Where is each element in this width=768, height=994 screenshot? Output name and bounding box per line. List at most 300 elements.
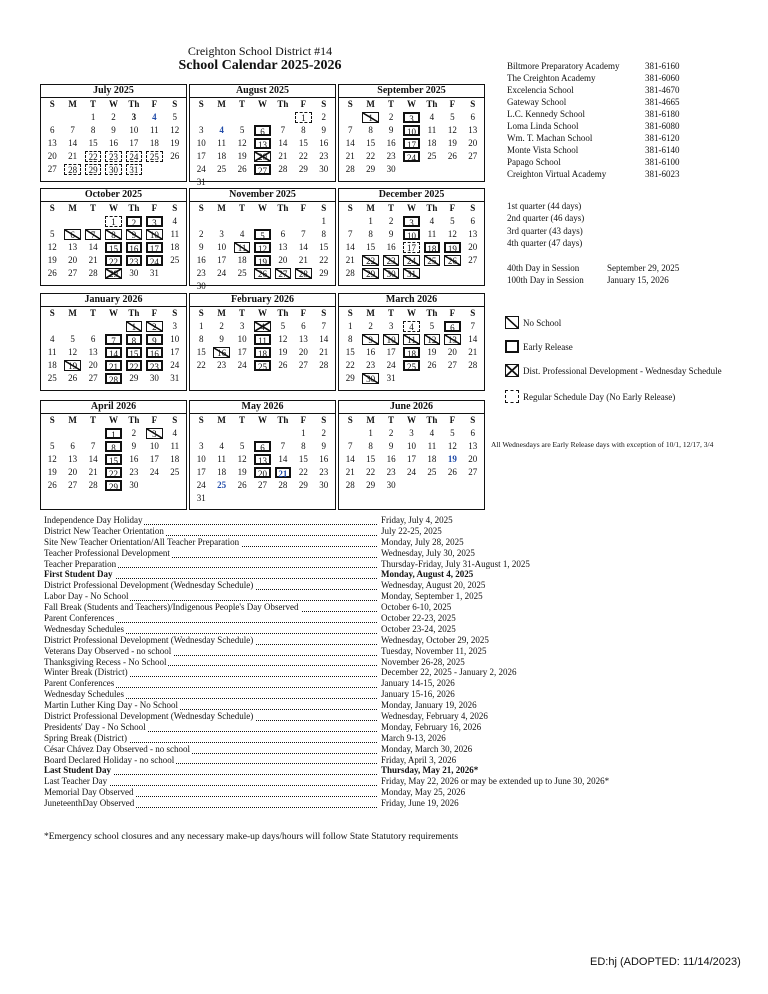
day-cell: 8 (347, 334, 353, 344)
day-cell: 22 (366, 467, 376, 477)
empty-day (64, 112, 80, 123)
weekday-label: S (321, 308, 327, 318)
day-cell: 7 (90, 441, 96, 451)
day-cell: 10 (237, 334, 247, 344)
school-name: Gateway School (507, 97, 567, 107)
day-cell: 14 (468, 334, 478, 344)
day-cell: 29 (298, 480, 308, 490)
weekday-label: W (108, 415, 118, 425)
day-cell: 9 (198, 242, 204, 252)
weekday-label: W (108, 99, 118, 109)
weekday-label: S (321, 415, 327, 425)
month-title: July 2025 (41, 85, 186, 98)
day-cell: 25 (403, 360, 419, 371)
day-cell: 17 (386, 347, 396, 357)
day-cell: 8 (301, 125, 306, 135)
day-cell: 3 (198, 441, 204, 451)
day-cell: 14 (298, 242, 308, 252)
day-cell: 9 (388, 125, 394, 135)
day-cell: 5 (450, 428, 455, 438)
day-cell: 21 (88, 255, 98, 265)
weekday-label: F (151, 203, 158, 213)
weekday-label: W (257, 308, 267, 318)
month-calendar (338, 293, 485, 391)
day-cell: 30 (149, 373, 159, 383)
day-cell: 16 (386, 454, 396, 464)
weekday-label: Th (277, 415, 289, 425)
month-title: August 2025 (190, 85, 335, 98)
day-cell: 25 (217, 480, 227, 490)
day-cell: 24 (170, 360, 180, 370)
day-cell: 3 (172, 321, 178, 331)
day-cell: 18 (237, 255, 247, 265)
event-date: Monday, July 28, 2025 (381, 536, 464, 547)
event-date: Wednesday, February 4, 2026 (381, 711, 488, 722)
empty-day (275, 428, 291, 439)
day-cell: 2 (111, 112, 116, 122)
day-cell: 27 (257, 480, 267, 490)
day-cell: 15 (105, 242, 121, 253)
day-cell: 24 (196, 480, 206, 490)
day-cell: 29 (105, 480, 121, 491)
day-cell: 10 (170, 334, 180, 344)
event-label (44, 537, 381, 548)
school-phone: 381-6180 (645, 109, 680, 119)
day-cell: 16 (386, 242, 396, 252)
day-cell: 2 (219, 321, 224, 331)
event-row (44, 602, 664, 613)
day-cell: 6 (90, 334, 96, 344)
day-cell: 3 (131, 112, 137, 122)
event-label-text: Winter Break (District) (44, 667, 128, 678)
day-cell: 18 (217, 467, 227, 477)
empty-day (44, 428, 60, 439)
day-cell: 11 (217, 138, 226, 148)
district-name: Creighton School District #14 (187, 44, 333, 58)
event-label-text: JuneteenthDay Observed (44, 798, 135, 809)
event-label-text: Fall Break (Students and Teachers)/Indigenous People's Day Observed (44, 602, 299, 613)
day-cell: 29 (345, 373, 355, 383)
month-days (339, 98, 484, 176)
weekday-label: T (239, 99, 246, 109)
event-row (44, 755, 664, 766)
event-date: October 6-10, 2025 (381, 602, 452, 613)
day-cell: 9 (131, 441, 137, 451)
day-cell: 16 (319, 138, 329, 148)
day-cell: 11 (170, 229, 180, 239)
day-cell: 23 (366, 360, 376, 370)
day-cell: 19 (447, 138, 457, 148)
day-cell: 29 (85, 164, 101, 175)
day-cell: 20 (68, 467, 78, 477)
day-cell: 6 (254, 441, 270, 452)
event-date: Wednesday, October 29, 2025 (381, 634, 489, 645)
day-cell: 17 (406, 454, 416, 464)
day-cell: 31 (196, 493, 206, 503)
month-title: November 2025 (190, 189, 335, 202)
day-cell: 26 (47, 268, 57, 278)
day-cell: 4 (172, 428, 178, 438)
event-label-text: Memorial Day Observed (44, 787, 134, 798)
day-cell: 6 (49, 125, 55, 135)
day-cell: 12 (447, 229, 457, 239)
day-cell: 11 (254, 334, 270, 345)
weekday-label: M (366, 99, 375, 109)
empty-day (234, 216, 250, 227)
day-cell: 12 (68, 347, 78, 357)
weekday-label: T (90, 99, 97, 109)
weekday-label: M (217, 308, 226, 318)
day-cell: 21 (345, 467, 355, 477)
day-cell: 15 (105, 454, 121, 465)
day-cell: 4 (239, 229, 245, 239)
event-date: December 22, 2025 - January 2, 2026 (381, 667, 517, 678)
event-label (44, 798, 381, 809)
day-cell: 15 (366, 242, 376, 252)
event-label (44, 667, 381, 678)
event-label (44, 755, 381, 766)
event-label (44, 646, 381, 657)
day-cell: 18 (170, 242, 180, 252)
day-cell: 20 (278, 255, 288, 265)
month-days (190, 202, 335, 293)
day-cell: 2 (388, 216, 394, 226)
day-cell: 2 (368, 321, 373, 331)
day-cell: 18 (47, 360, 57, 370)
calendar-title: School Calendar 2025-2026 (178, 58, 342, 73)
day-cell: 14 (278, 138, 288, 148)
day-cell: 6 (470, 112, 476, 122)
day-cell: 7 (301, 229, 306, 239)
event-label-text: Site New Teacher Orientation/All Teacher Preparation (44, 536, 240, 547)
day-cell: 27 (468, 151, 478, 161)
day-cell: 28 (88, 480, 98, 490)
day-cell: 9 (146, 334, 162, 345)
event-row (44, 613, 664, 624)
event-label-text: First Student Day (44, 569, 113, 580)
weekday-label: Th (128, 99, 140, 109)
event-label (44, 569, 381, 580)
day-cell: 31 (170, 373, 180, 383)
day-cell: 5 (280, 321, 286, 331)
event-row (44, 798, 664, 809)
legend-label: Regular Schedule Day (No Early Release) (523, 391, 676, 402)
weekday-label: S (470, 99, 476, 109)
day-cell: 19 (64, 360, 80, 371)
month-days (190, 414, 335, 505)
day-cell: 24 (149, 467, 159, 477)
day-cell: 29 (129, 373, 139, 383)
session-day-date: September 29, 2025 (607, 263, 680, 273)
day-cell: 22 (196, 360, 206, 370)
day-cell: 30 (319, 480, 329, 490)
day-cell: 13 (278, 242, 288, 252)
day-cell: 13 (468, 441, 478, 451)
day-cell: 5 (70, 334, 75, 344)
day-cell: 15 (196, 347, 206, 357)
month-calendar (189, 293, 336, 391)
day-cell: 25 (217, 164, 227, 174)
event-label (44, 700, 381, 711)
month-calendar (338, 84, 485, 182)
weekday-label: F (151, 99, 158, 109)
event-label-text: District New Teacher Orientation (44, 525, 164, 536)
event-label (44, 580, 381, 591)
day-cell: 10 (403, 229, 419, 240)
school-phone: 381-6060 (645, 73, 680, 83)
empty-day (213, 216, 229, 227)
event-row (44, 591, 664, 602)
day-cell: 23 (319, 151, 329, 161)
day-cell: 12 (424, 334, 440, 345)
event-date: January 14-15, 2026 (381, 678, 455, 689)
day-cell: 7 (70, 125, 75, 135)
day-cell: 2 (388, 112, 394, 122)
weekday-label: Th (277, 308, 289, 318)
day-cell: 22 (105, 255, 121, 266)
empty-day (234, 112, 250, 123)
day-cell: 7 (85, 229, 101, 240)
day-cell: 6 (70, 441, 75, 451)
event-label-text: Veterans Day Observed - no school (44, 645, 172, 656)
day-cell: 25 (427, 467, 437, 477)
school-phone: 381-6080 (645, 121, 680, 131)
weekday-label: M (366, 203, 375, 213)
weekday-label: S (49, 415, 55, 425)
day-cell: 30 (196, 281, 206, 291)
day-cell: 20 (468, 454, 478, 464)
day-cell: 2 (146, 321, 162, 332)
school-directory (507, 60, 737, 180)
footnote: *Emergency school closures and any necessary make-up days/hours will follow State Statutory requirements (44, 832, 459, 842)
weekday-label: F (449, 415, 456, 425)
day-cell: 14 (345, 138, 355, 148)
event-row (44, 559, 664, 570)
day-cell: 22 (366, 151, 376, 161)
day-cell: 7 (347, 125, 353, 135)
day-cell: 20 (47, 151, 57, 161)
day-cell: 6 (470, 428, 476, 438)
day-cell: 1 (321, 216, 327, 226)
weekday-label: T (239, 203, 246, 213)
day-cell: 11 (427, 125, 437, 135)
school-row (507, 132, 737, 144)
day-cell: 9 (219, 334, 224, 344)
day-cell: 28 (64, 164, 80, 175)
day-cell: 23 (196, 268, 206, 278)
day-cell: 19 (278, 347, 288, 357)
event-label-text: Wednesday Schedules (44, 689, 125, 700)
day-cell: 22 (298, 151, 308, 161)
day-cell: 30 (386, 480, 396, 490)
weekday-label: W (406, 308, 416, 318)
weekday-label: W (257, 203, 267, 213)
day-cell: 3 (219, 229, 224, 239)
event-date: March 9-13, 2026 (381, 732, 446, 743)
day-cell: 19 (447, 454, 457, 464)
event-date: Friday, July 4, 2025 (381, 515, 453, 525)
day-cell: 14 (345, 454, 355, 464)
day-cell: 10 (196, 138, 206, 148)
quarter-item: 2nd quarter (46 days) (507, 213, 585, 224)
day-cell: 5 (172, 112, 178, 122)
day-cell: 16 (129, 454, 139, 464)
day-cell: 23 (386, 151, 396, 161)
empty-day (44, 321, 60, 332)
month-days (41, 414, 186, 492)
day-cell: 9 (321, 441, 327, 451)
event-row (44, 678, 664, 689)
day-cell: 18 (254, 347, 270, 358)
day-cell: 26 (47, 480, 57, 490)
day-cell: 26 (447, 151, 457, 161)
weekday-label: S (198, 415, 204, 425)
day-cell: 6 (280, 229, 286, 239)
event-label-text: Teacher Preparation (44, 558, 117, 569)
school-row (507, 108, 737, 120)
day-cell: 28 (278, 480, 288, 490)
school-name: The Creighton Academy (507, 73, 596, 83)
day-cell: 28 (319, 360, 329, 370)
day-cell: 24 (126, 151, 142, 162)
school-name: Papago School (507, 157, 561, 167)
event-label-text: Wednesday Schedules (44, 623, 125, 634)
month-title: December 2025 (339, 189, 484, 202)
day-cell: 25 (427, 151, 437, 161)
day-cell: 17 (403, 138, 419, 149)
day-cell: 29 (362, 268, 378, 279)
session-day-label: 100th Day in Session (507, 275, 584, 286)
day-cell: 29 (319, 268, 329, 278)
day-cell: 13 (68, 242, 78, 252)
school-row (507, 120, 737, 132)
school-row (507, 72, 737, 84)
day-cell: 25 (254, 360, 270, 371)
school-phone: 381-4670 (645, 85, 680, 95)
day-cell: 8 (90, 125, 96, 135)
day-cell: 2 (321, 428, 327, 438)
day-cell: 23 (319, 467, 329, 477)
month-title: May 2026 (190, 401, 335, 414)
day-cell: 25 (170, 255, 180, 265)
weekday-label: M (68, 415, 77, 425)
empty-day (342, 216, 358, 227)
weekday-label: T (388, 203, 395, 213)
legend-swatch-icon (505, 316, 519, 329)
day-cell: 3 (403, 216, 419, 227)
day-cell: 31 (386, 373, 396, 383)
day-cell: 24 (146, 255, 162, 266)
day-cell: 7 (347, 229, 353, 239)
weekday-label: Th (426, 415, 438, 425)
event-date: Friday, April 3, 2026 (381, 754, 457, 765)
day-cell: 11 (47, 347, 57, 357)
school-row (507, 60, 737, 72)
day-cell: 30 (129, 480, 139, 490)
weekday-label: S (470, 308, 476, 318)
day-cell: 17 (149, 454, 159, 464)
day-cell: 12 (447, 441, 457, 451)
event-row (44, 722, 664, 733)
event-date: November 26-28, 2025 (381, 656, 465, 667)
day-cell: 13 (468, 125, 478, 135)
day-cell: 6 (254, 125, 270, 136)
day-cell: 11 (150, 125, 159, 135)
event-date: July 22-25, 2025 (381, 525, 442, 536)
day-cell: 3 (403, 112, 419, 123)
weekday-label: Th (426, 308, 438, 318)
event-list (44, 515, 664, 809)
day-cell: 5 (239, 441, 245, 451)
event-label (44, 787, 381, 798)
day-cell: 12 (237, 454, 247, 464)
school-row (507, 84, 737, 96)
day-cell: 3 (146, 216, 162, 227)
event-row (44, 744, 664, 755)
day-cell: 20 (298, 347, 308, 357)
day-cell: 17 (403, 242, 419, 253)
day-cell: 14 (345, 242, 355, 252)
empty-day (342, 112, 358, 123)
empty-day (342, 428, 358, 439)
day-cell: 24 (403, 255, 419, 266)
day-cell: 16 (146, 347, 162, 358)
day-cell: 27 (447, 360, 457, 370)
event-label (44, 689, 381, 700)
weekday-label: S (198, 99, 204, 109)
legend-item (505, 364, 722, 377)
day-cell: 18 (424, 242, 440, 253)
weekday-label: S (347, 99, 353, 109)
day-cell: 18 (217, 151, 227, 161)
month-days (190, 98, 335, 189)
day-cell: 1 (126, 321, 142, 332)
day-cell: 20 (468, 138, 478, 148)
school-row (507, 156, 737, 168)
day-cell: 9 (126, 229, 142, 240)
weekday-label: W (406, 99, 416, 109)
day-cell: 2 (388, 428, 394, 438)
weekday-label: T (388, 415, 395, 425)
empty-day (64, 216, 80, 227)
event-date: October 23-24, 2025 (381, 623, 456, 634)
event-date: Friday, May 22, 2026 or may be extended up to June 30, 2026* (381, 776, 610, 787)
day-cell: 22 (85, 151, 101, 162)
day-cell: 2 (126, 216, 142, 227)
day-cell: 24 (406, 467, 416, 477)
school-phone: 381-4665 (645, 97, 680, 107)
day-cell: 2 (131, 428, 137, 438)
quarter-item: 3rd quarter (43 days) (507, 225, 583, 236)
weekday-label: T (388, 99, 395, 109)
day-cell: 20 (254, 151, 270, 162)
day-cell: 1 (301, 428, 306, 438)
day-cell: 16 (213, 347, 229, 358)
day-cell: 26 (254, 268, 270, 279)
day-cell: 29 (366, 480, 376, 490)
empty-day (295, 216, 311, 227)
weekday-label: M (217, 99, 226, 109)
day-cell: 30 (362, 373, 378, 384)
day-cell: 15 (345, 347, 355, 357)
event-label (44, 635, 381, 646)
empty-day (64, 428, 80, 439)
event-label-text: Labor Day - No School (44, 591, 129, 602)
day-cell: 15 (298, 454, 308, 464)
day-cell: 16 (366, 347, 376, 357)
weekday-label: F (449, 203, 456, 213)
day-cell: 19 (237, 467, 247, 477)
